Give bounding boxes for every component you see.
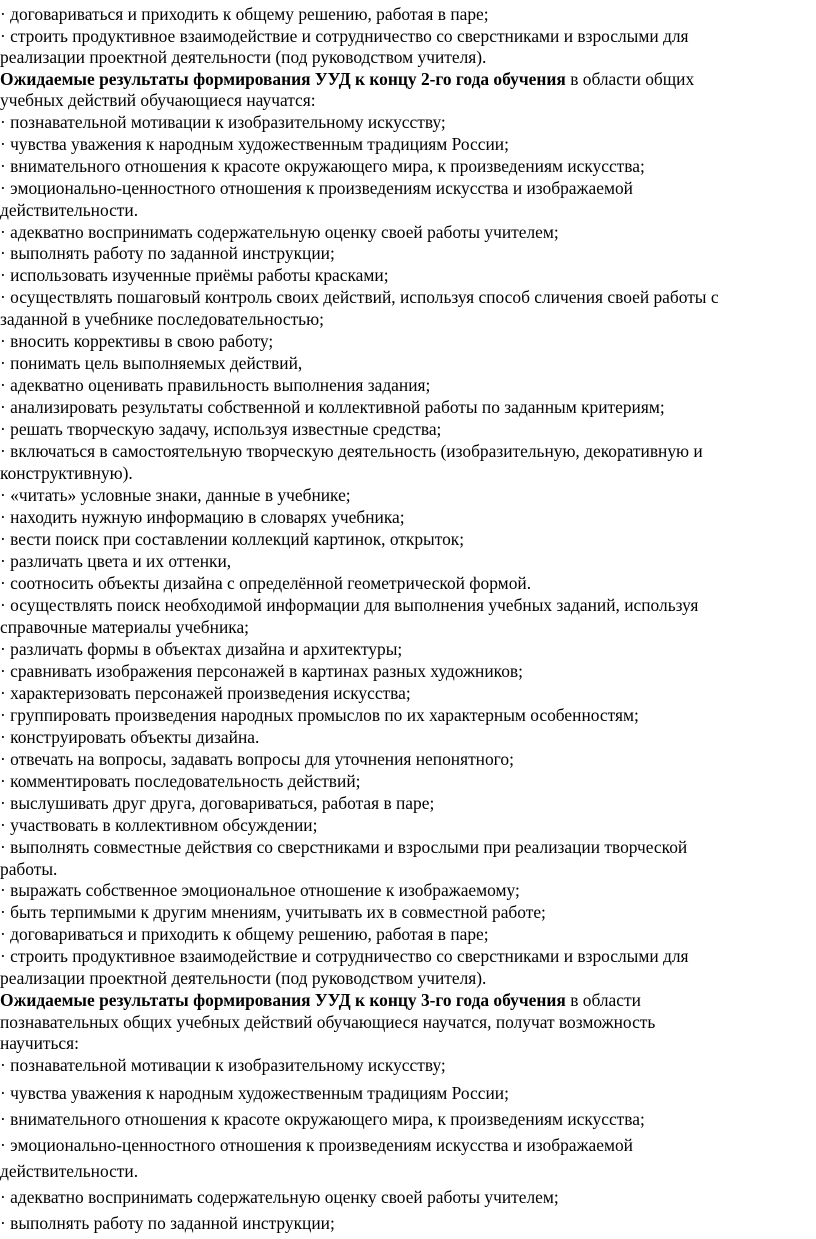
list-item-line: · познавательной мотивации к изобразительному искусству; [0,112,446,132]
list-item-line: · характеризовать персонажей произведения искусства; [0,683,411,703]
list-item-line: · эмоционально-ценностного отношения к произведениям искусства и изображаемой [0,178,633,198]
list-item-line: справочные материалы учебника; [0,617,249,637]
list-item-line: · выполнять совместные действия со сверстниками и взрослыми при реализации творческой [0,837,688,857]
list-item-line: реализации проектной деятельности (под руководством учителя). [0,47,487,67]
list-item-line: · строить продуктивное взаимодействие и сотрудничество со сверстниками и взрослыми для [0,26,689,46]
list-item-line: действительности. [0,1161,139,1181]
list-item-line: · договариваться и приходить к общему решению, работая в паре; [0,924,489,944]
list-item-line: · различать формы в объектах дизайна и архитектуры; [0,639,403,659]
heading-text: в области общих [565,69,695,89]
list-item-line: · быть терпимыми к другим мнениям, учитывать их в совместной работе; [0,902,546,922]
list-item-line: · вести поиск при составлении коллекций картинок, открыток; [0,529,465,549]
heading-text: научиться: [0,1033,79,1053]
list-item-line: · выслушивать друг друга, договариваться, работая в паре; [0,793,435,813]
list-item-line: · внимательного отношения к красоте окружающего мира, к произведениям искусства; [0,1109,645,1129]
section-heading-line [0,990,641,1011]
heading-text: в области [565,990,641,1010]
list-item-line: · вносить коррективы в свою работу; [0,331,274,351]
heading-text: познавательных общих учебных действий обучающиеся научатся, получат возможность [0,1012,656,1032]
list-item-line: · конструировать объекты дизайна. [0,727,260,747]
list-item-line: · включаться в самостоятельную творческую деятельность (изобразительную, декоративную и [0,441,703,461]
list-item-line: действительности. [0,200,139,220]
list-item-line: · отвечать на вопросы, задавать вопросы для уточнения непонятного; [0,749,514,769]
list-item-line: · выражать собственное эмоциональное отношение к изображаемому; [0,880,520,900]
heading-bold-text: Ожидаемые результаты формирования УУД к концу 3-го года обучения [0,990,566,1010]
section-heading-line [0,90,316,111]
list-item-line: · адекватно оценивать правильность выполнения задания; [0,375,431,395]
list-item-line: · группировать произведения народных промыслов по их характерным особенностям; [0,705,639,725]
list-item-line: · комментировать последовательность действий; [0,771,361,791]
list-item-line: конструктивную). [0,463,133,483]
list-item-line: · решать творческую задачу, используя известные средства; [0,419,442,439]
list-item-line: работы. [0,859,58,879]
list-item-line: заданной в учебнике последовательностью; [0,309,324,329]
list-item-line: реализации проектной деятельности (под руководством учителя). [0,968,487,988]
list-item-line: · внимательного отношения к красоте окружающего мира, к произведениям искусства; [0,156,645,176]
section-heading-line [0,1012,655,1033]
list-item-line: · выполнять работу по заданной инструкции; [0,1213,335,1233]
list-item-line: · чувства уважения к народным художественным традициям России; [0,134,509,154]
section-heading-line [0,1033,79,1054]
section-heading-line [0,69,694,90]
list-item-line: · строить продуктивное взаимодействие и сотрудничество со сверстниками и взрослыми для [0,946,689,966]
list-item-line: · осуществлять поиск необходимой информации для выполнения учебных заданий, используя [0,595,699,615]
list-item-line: · договариваться и приходить к общему решению, работая в паре; [0,4,489,24]
list-item-line: · адекватно воспринимать содержательную оценку своей работы учителем; [0,222,559,242]
list-item-line: · выполнять работу по заданной инструкции; [0,243,335,263]
list-item-line: · познавательной мотивации к изобразительному искусству; [0,1055,446,1075]
list-item-line: · участвовать в коллективном обсуждении; [0,815,318,835]
heading-text: учебных действий обучающиеся научатся: [0,90,316,110]
list-item-line: · чувства уважения к народным художественным традициям России; [0,1083,509,1103]
list-item-line: · сравнивать изображения персонажей в картинах разных художников; [0,661,523,681]
list-item-line: · «читать» условные знаки, данные в учебнике; [0,485,351,505]
list-item-line: · адекватно воспринимать содержательную оценку своей работы учителем; [0,1187,559,1207]
list-item-line: · находить нужную информацию в словарях учебника; [0,507,405,527]
list-item-line: · осуществлять пошаговый контроль своих действий, используя способ сличения своей работы с [0,287,719,307]
list-item-line: · соотносить объекты дизайна с определённой геометрической формой. [0,573,532,593]
list-item-line: · эмоционально-ценностного отношения к произведениям искусства и изображаемой [0,1135,633,1155]
list-item-line: · использовать изученные приёмы работы красками; [0,265,389,285]
list-item-line: · различать цвета и их оттенки, [0,551,232,571]
list-item-line: · анализировать результаты собственной и коллективной работы по заданным критериям; [0,397,665,417]
list-item-line: · понимать цель выполняемых действий, [0,353,303,373]
heading-bold-text: Ожидаемые результаты формирования УУД к концу 2-го года обучения [0,69,566,89]
